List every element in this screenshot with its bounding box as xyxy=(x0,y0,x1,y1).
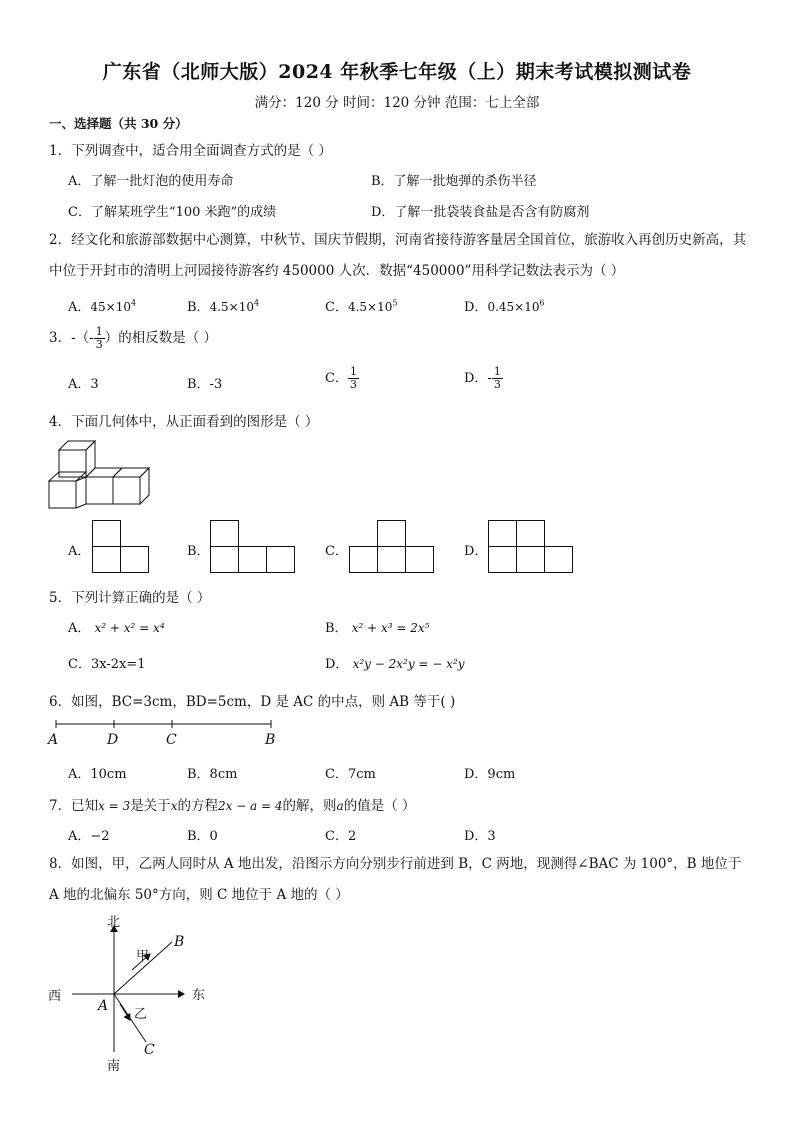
point-a-label: A xyxy=(48,732,59,748)
section-heading: 一、选择题（共 30 分） xyxy=(49,116,188,131)
question-5-option-d: D． x²y − 2x²y = − x²y xyxy=(325,657,465,672)
point-d-label: D xyxy=(107,732,119,748)
question-7-stem: 7．已知x = 3是关于x的方程2x − a = 4的解，则a的值是（ ） xyxy=(49,798,416,814)
yi-label: 乙 xyxy=(134,1007,148,1022)
south-label: 南 xyxy=(107,1059,121,1074)
solid-figure-3d xyxy=(46,438,156,513)
question-1-option-d: D．了解一批袋装食盐是否含有防腐剂 xyxy=(371,205,590,220)
question-7-option-b: B．0 xyxy=(187,829,218,844)
north-label: 北 xyxy=(107,915,121,930)
question-6-stem: 6．如图，BC=3cm，BD=5cm，D 是 AC 的中点，则 AB 等于( ) xyxy=(49,694,456,710)
option-c-figure xyxy=(349,520,436,574)
question-3-option-a: A．3 xyxy=(68,377,99,392)
jia-label: 甲 xyxy=(136,949,150,964)
question-4-option-d: D． xyxy=(464,544,488,559)
question-6-option-c: C．7cm xyxy=(325,767,376,782)
point-c-label: C xyxy=(166,732,177,748)
question-1-stem: 1．下列调查中，适合用全面调查方式的是（ ） xyxy=(49,143,332,159)
question-1-option-b: B．了解一批炮弹的杀伤半径 xyxy=(371,174,537,189)
exam-subtitle: 满分：120 分 时间：120 分钟 范围：七上全部 xyxy=(254,95,540,111)
option-b-figure xyxy=(210,520,297,574)
question-2-option-d: D．$0.45\times 10^6$ xyxy=(464,298,545,315)
question-7-option-d: D．3 xyxy=(464,829,496,844)
question-4-option-a: A． xyxy=(68,544,91,559)
question-1-option-a: A．了解一批灯泡的使用寿命 xyxy=(68,174,234,189)
segment-diagram xyxy=(46,716,286,752)
question-3-option-b: B．-3 xyxy=(187,377,223,392)
question-8-stem: 8．如图，甲，乙两人同时从 A 地出发，沿图示方向分别步行前进到 B，C 两地，现测得∠BAC 为 100°，B 地位于 A 地的北偏东 50°方向，则 C 地位于 A 地的（ ） xyxy=(49,856,742,903)
question-2-stem: 2．经文化和旅游部数据中心测算，中秋节、国庆节假期，河南省接待游客量居全国首位，旅游收入再创历史新高，其中位于开封市的清明上河园接待游客约 450000 人次．数据“450000”用科学记数法表示为（ ） xyxy=(49,232,747,279)
fraction: $\frac{1}{3}$ xyxy=(95,325,103,351)
point-b-label: B xyxy=(174,934,185,950)
question-3-option-c: C． $\frac{1}{3}$ xyxy=(325,365,357,391)
question-5-option-b: B． x² + x³ = 2x⁵ xyxy=(325,621,430,636)
question-5-option-c: C．3x-2x=1 xyxy=(68,657,146,672)
question-2-option-b: B．$4.5\times 10^4$ xyxy=(187,298,260,315)
option-d-figure xyxy=(488,520,575,574)
question-6-option-a: A．10cm xyxy=(68,767,127,782)
question-4-option-b: B． xyxy=(187,544,210,559)
option-a-figure xyxy=(92,520,150,574)
question-6-option-d: D．9cm xyxy=(464,767,516,782)
point-c-label: C xyxy=(144,1042,155,1058)
question-6-option-b: B．8cm xyxy=(187,767,238,782)
question-1-option-c: C．了解某班学生“100 米跑”的成绩 xyxy=(68,205,277,220)
question-2-option-a: A．$45\times 10^4$ xyxy=(68,298,137,315)
question-7-option-a: A．−2 xyxy=(68,829,110,844)
question-3-stem: 3．-（- $\frac{1}{3}$ ）的相反数是（ ） xyxy=(49,325,218,351)
question-3-option-d: D．- $\frac{1}{3}$ xyxy=(464,365,501,391)
west-label: 西 xyxy=(48,989,62,1004)
direction-diagram xyxy=(44,912,224,1077)
east-label: 东 xyxy=(192,988,206,1003)
question-4-option-c: C． xyxy=(325,544,348,559)
question-5-stem: 5．下列计算正确的是（ ） xyxy=(49,590,211,606)
point-a-label: A xyxy=(98,998,109,1014)
point-b-label: B xyxy=(265,732,276,748)
question-7-option-c: C．2 xyxy=(325,829,357,844)
question-4-stem: 4．下面几何体中，从正面看到的图形是（ ） xyxy=(49,414,319,430)
exam-title: 广东省（北师大版）2024 年秋季七年级（上）期末考试模拟测试卷 xyxy=(102,61,692,83)
question-5-option-a: A． x² + x² = x⁴ xyxy=(68,621,165,636)
question-2-option-c: C．$4.5\times 10^5$ xyxy=(325,298,398,315)
